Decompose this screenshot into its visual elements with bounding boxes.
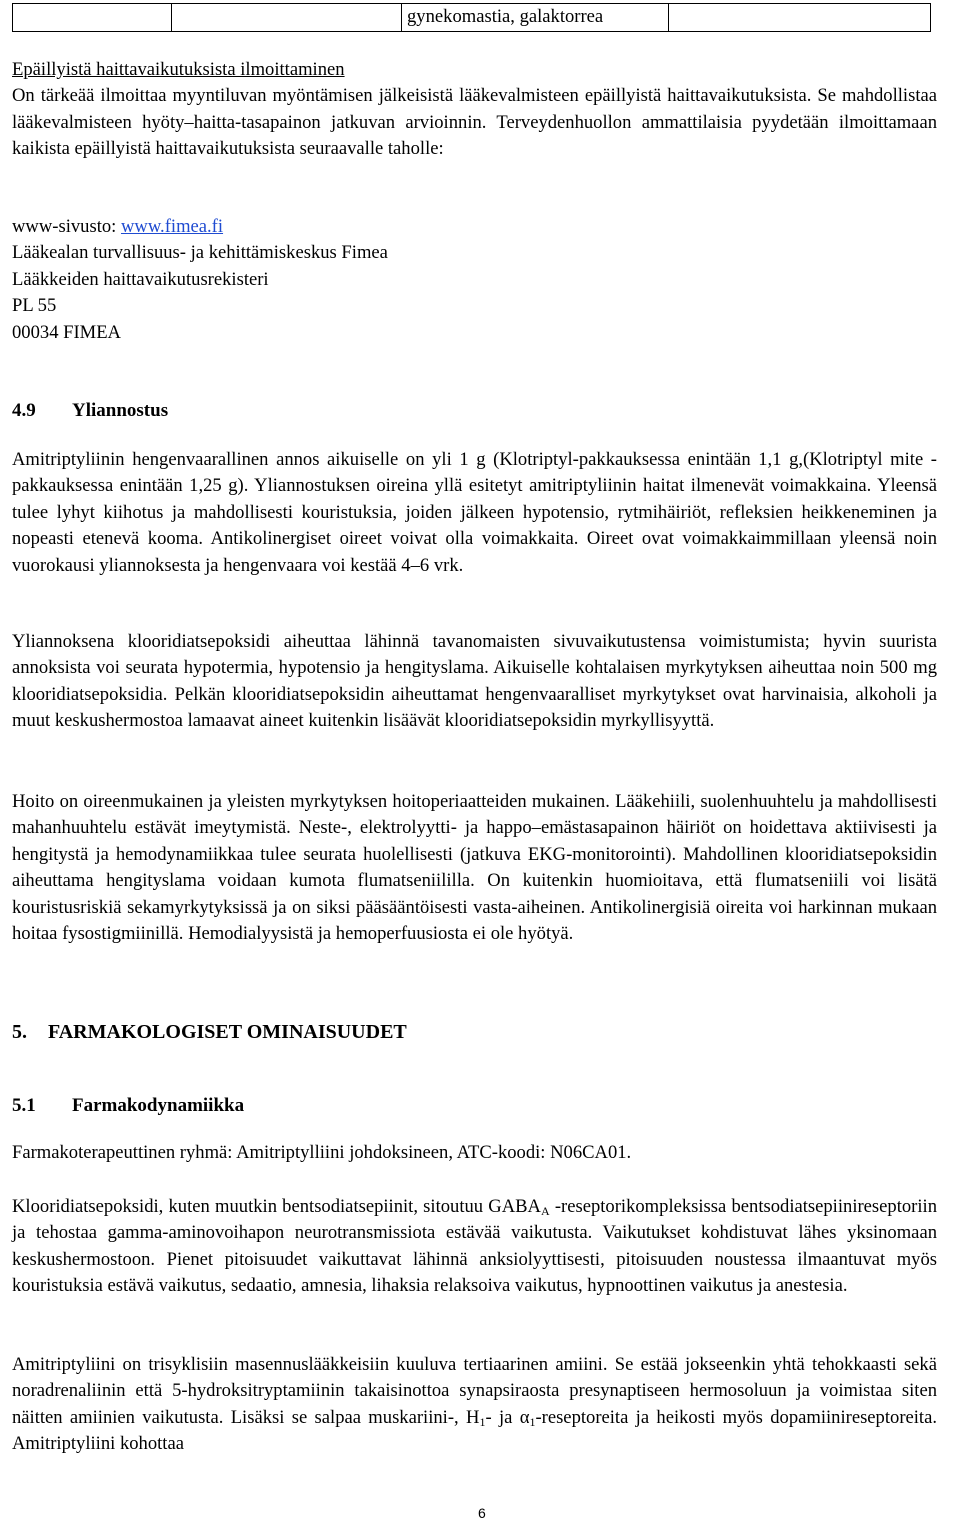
- address-line-3: PL 55: [12, 295, 57, 317]
- overdose-paragraph-2: Yliannoksena klooridiatsepoksidi aiheuttaa lähinnä tavanomaisten sivuvaikutustensa voimistumista; hyvin suurista annoksista voi seurata hypotermia, hypotensio ja hengityslama. Aikuiselle kohtalaisen myrkytyksen aiheuttaa noin 500 mg klooridiatsepoksidia. Pelkän klooridiatsepoksidin aiheuttamat hengenvaaralliset myrkytykset ovat harvinaisia, alkoholi ja muut keskushermostoa lamaavat aineet kuitenkin lisäävät klooridiatsepoksidin myrkyllisyyttä.: [12, 631, 937, 732]
- header-cell-1: [13, 4, 172, 32]
- pharmacodynamics-paragraph-1: [12, 1194, 937, 1300]
- overdose-paragraph-1: Amitriptyliinin hengenvaarallinen annos aikuiselle on yli 1 g (Klotriptyl-pakkauksessa enintään 1,1 g,(Klotriptyl mite -pakkauksessa enintään 1,25 g). Yliannostuksen oireina yllä esitetyt amitriptyliinin haitat ilmenevät voimakkaina. Yleensä tulee lyhyt kiihotus ja mahdollisesti kouristuksia, joiden jälkeen hypotensio, rytmihäiriöt, refleksien heikkeneminen ja nopeasti etenevä kooma. Antikolinergiset oireet voivat olla voimakkaita. Oireet ovat voimakkaimmillaan yleensä noin vuorokausi yliannoksesta ja hengenvaara voi kestää 4–6 vrk.: [12, 449, 937, 576]
- h1-subscript: 1: [479, 1414, 486, 1429]
- section-5-1-title: Farmakodynamiikka: [72, 1095, 245, 1116]
- header-cell-4: [669, 4, 931, 32]
- pharmacodynamics-paragraph-2: [12, 1352, 937, 1458]
- fimea-link[interactable]: www.fimea.fi: [120, 216, 224, 237]
- gaba-subscript: A: [540, 1204, 550, 1218]
- header-cell-2: [172, 4, 402, 32]
- p2-before: Klooridiatsepoksidi, kuten muutkin bentsodiatsepiinit, sitoutuu GABA: [12, 1196, 541, 1217]
- address-line-2: Lääkkeiden haittavaikutusrekisteri: [12, 268, 269, 290]
- section-5-number: 5.: [12, 1021, 27, 1043]
- section-4-9-title: Yliannostus: [72, 400, 169, 421]
- reporting-section: [12, 57, 937, 163]
- section-5-heading: [12, 1019, 937, 1045]
- address-line-4: 00034 FIMEA: [12, 321, 121, 343]
- overdose-paragraph-3: Hoito on oireenmukainen ja yleisten myrkytyksen hoitoperiaatteiden mukainen. Lääkehiili, suolenhuuhtelu ja mahdollisesti mahanhuuhtelu estävät imeytymistä. Neste-, elektrolyytti- ja happo–emästasapainon häiriöt on hoidettava aktiivisesti ja hengitystä ja hemodynamiikkaa tulee seurata huolellisesti (jatkuva EKG-monitorointi). Mahdollinen klooridiatsepoksidin aiheuttama hengityslama voidaan kumota flumatseniililla. On kuitenkin huomioitava, että flumatseniili voi lisätä kouristusriskiä sekamyrkytyksissä ja on siksi pääsääntöisesti vasta-aiheinen. Antikolinergisiä oireita voi harkinnan mukaan hoitaa fysostigmiinillä. Hemodialyysistä ja hemoperfuusiosta ei ole hyötyä.: [12, 791, 937, 945]
- reporting-heading: Epäillyistä haittavaikutuksista ilmoittaminen: [12, 59, 345, 80]
- p3-a: Amitriptyliini on trisyklisiin masennuslääkkeisiin kuuluva tertiaarinen amiini. Se estää jokseenkin yhtä tehokkaasti sekä noradrenaliinin että 5-hydroksitryptamiinin takaisinottoa synapsiraosta presynaptiseen hermosoluun ja voimistaa siten näitten amiinien vaikutusta. Lisäksi se salpaa muskariini-, H: [12, 1354, 937, 1428]
- section-5-title: FARMAKOLOGISET OMINAISUUDET: [48, 1021, 407, 1043]
- header-cell-3: gynekomastia, galaktorrea: [402, 4, 669, 32]
- web-line: [12, 214, 937, 240]
- alpha1-subscript: 1: [529, 1414, 536, 1429]
- p3-b: - ja α: [485, 1406, 530, 1428]
- section-5-1-number: 5.1: [12, 1095, 36, 1116]
- section-4-9-heading: [12, 398, 937, 424]
- address-line-1: Lääkealan turvallisuus- ja kehittämiskeskus Fimea: [12, 242, 388, 264]
- section-5-1-heading: [12, 1093, 937, 1119]
- p2-after: -reseptorikompleksissa bentsodiatsepiinireseptoriin ja tehostaa gamma-aminovoihapon neurotransmissiota estävää vaikutusta. Vaikutukset kohdistuvat lähes yksinomaan keskushermostoon. Pienet pitoisuudet vaikuttavat lähinnä anksiolyyttisesti, pitoisuuden noustessa ilmaantuvat myös kouristuksia estävä vaikutus, sedaatio, amnesia, lihaksia relaksoiva vaikutus, hypnoottinen vaikutus ja anestesia.: [12, 1196, 937, 1297]
- web-label: www-sivusto:: [12, 216, 121, 237]
- reporting-contact: [12, 214, 937, 346]
- p3-c: -reseptoreita ja heikosti myös dopamiinireseptoreita. Amitriptyliini kohottaa: [12, 1406, 937, 1455]
- reporting-text: On tärkeää ilmoittaa myyntiluvan myöntämisen jälkeisistä lääkevalmisteen epäillyistä haittavaikutuksista. Se mahdollistaa lääkevalmisteen hyöty–haitta-tasapainon jatkuvan arvioinnin. Terveydenhuollon ammattilaisia pyydetään ilmoittamaan kaikista epäillyistä haittavaikutuksista seuraavalle taholle:: [12, 85, 937, 160]
- page-number: 6: [478, 1505, 486, 1521]
- pharmacotherapeutic-group: Farmakoterapeuttinen ryhmä: Amitriptylliini johdoksineen, ATC-koodi: N06CA01.: [12, 1142, 632, 1163]
- section-4-9-number: 4.9: [12, 400, 36, 421]
- header-table: [12, 3, 931, 32]
